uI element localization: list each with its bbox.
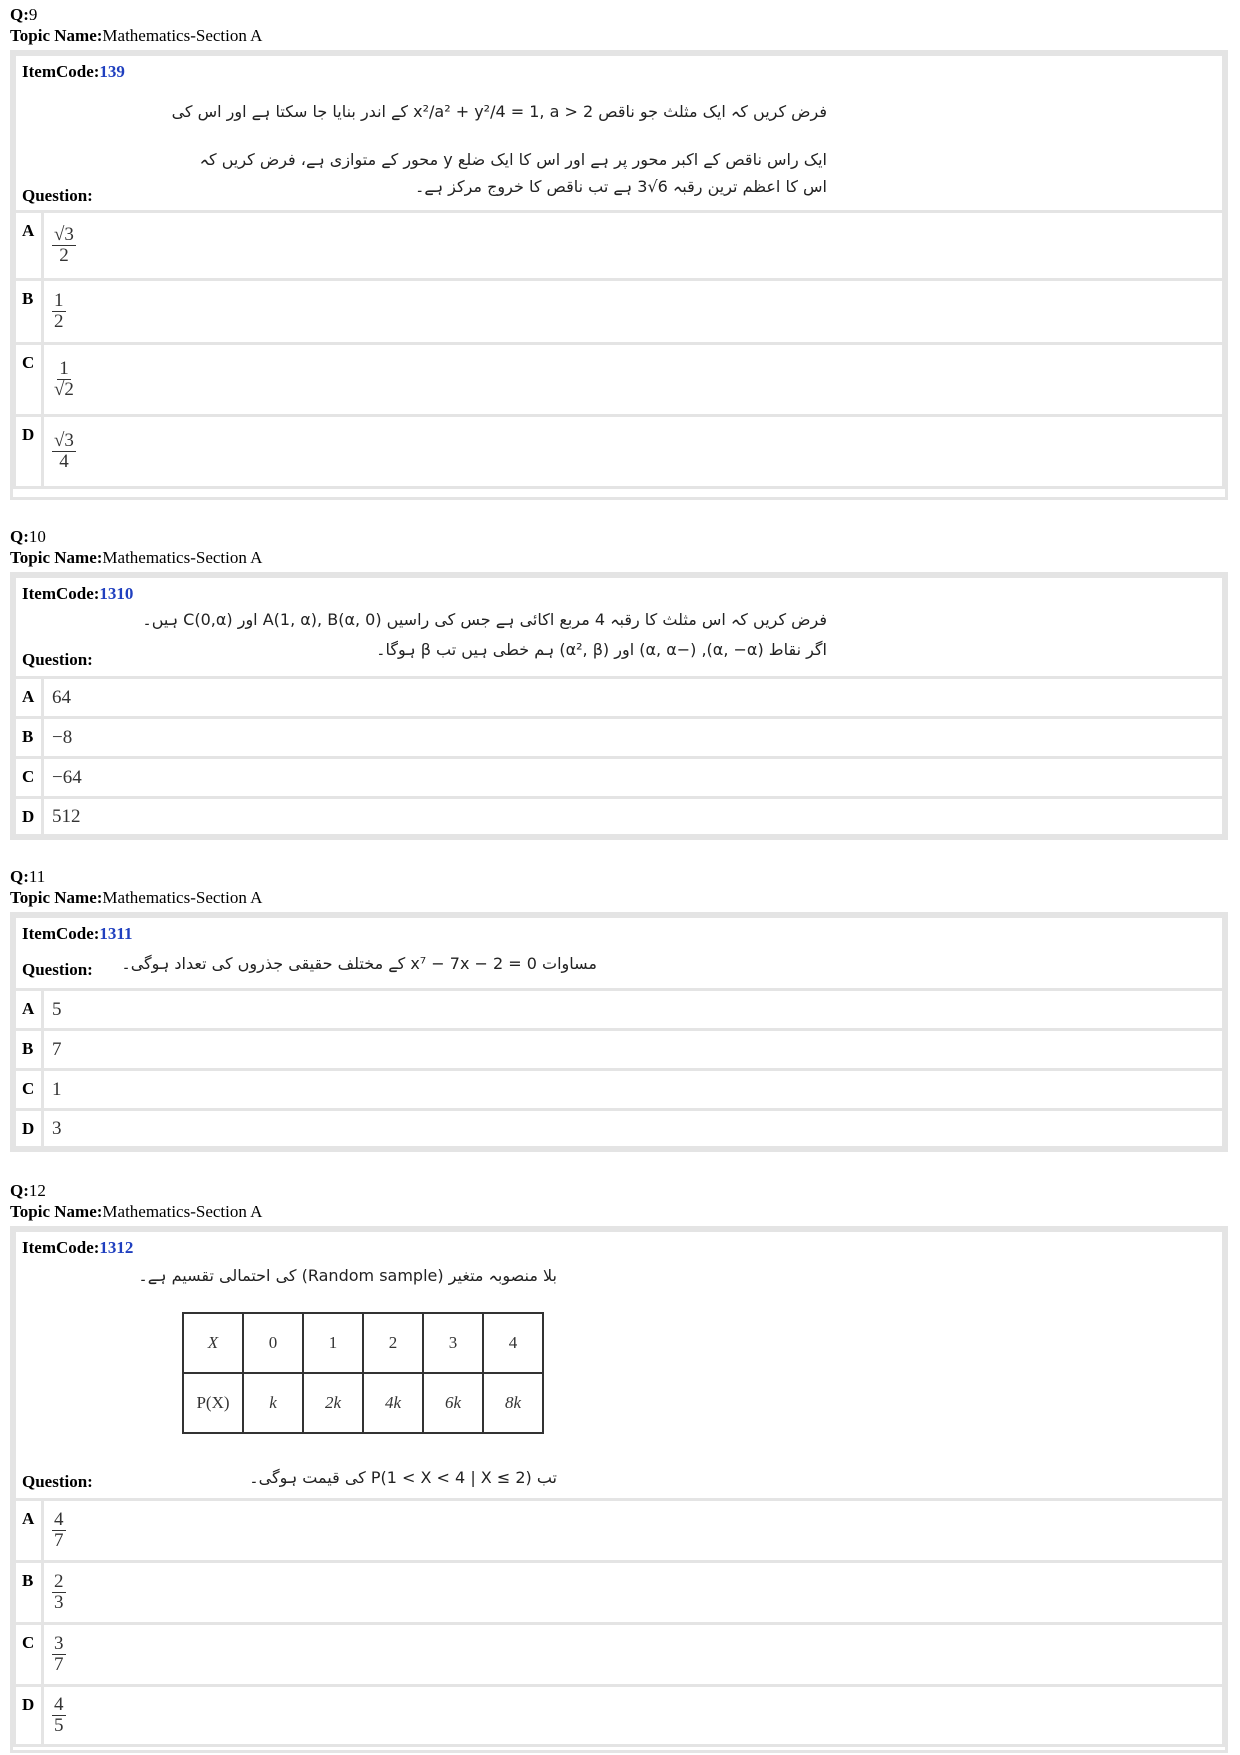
topic-label: Topic Name: [10,888,103,907]
topic-label: Topic Name: [10,1202,103,1221]
question-label: Question: [22,186,93,205]
option-letter: B [16,1563,44,1622]
item-code-value: 1311 [99,924,133,943]
option-a[interactable] [13,213,1225,281]
option-d[interactable] [13,1111,1225,1149]
q-number: 9 [28,5,38,24]
question-text-line-2: ایک راس ناقص کے اکبر محور پر ہے اور اس کا ایک ضلع y محور کے متوازی ہے، فرض کریں کہ [199,150,827,169]
table-cell: 6k [423,1373,483,1433]
option-c[interactable] [13,1625,1225,1687]
q-prefix: Q: [10,527,29,546]
item-code-label: ItemCode: [22,924,100,943]
option-letter: D [16,1687,44,1744]
q-number: 12 [28,1181,46,1200]
topic-name: Mathematics-Section A [102,1202,263,1221]
q-prefix: Q: [10,867,29,886]
option-denominator: 3 [54,1592,64,1613]
topic-name: Mathematics-Section A [102,26,263,45]
option-value: 512 [52,805,81,827]
table-cell: 8k [483,1373,543,1433]
item-code-value: 1310 [99,584,134,603]
table-cell: 3 [423,1313,483,1373]
item-code [22,924,132,944]
option-letter: D [16,417,44,486]
question-text-line-2: تب P(1 < X < 4 | X ≤ 2) کی قیمت ہوگی۔ [249,1468,557,1487]
q12-header [10,1180,262,1222]
q-number: 11 [28,867,46,886]
item-code-value: 1312 [99,1238,134,1257]
option-numerator: 1 [54,290,64,312]
q10-item-box [10,572,1228,840]
item-code [22,62,125,82]
question-cell [13,575,1225,679]
option-denominator: 4 [59,451,69,472]
table-cell: X [183,1313,243,1373]
option-numerator: √3 [54,430,74,452]
item-code-value: 139 [99,62,125,81]
option-a[interactable] [13,1501,1225,1563]
option-d[interactable] [13,417,1225,489]
question-cell [13,1229,1225,1501]
option-value: 64 [52,686,71,708]
table-cell: 4 [483,1313,543,1373]
topic-label: Topic Name: [10,26,103,45]
option-letter: C [16,1625,44,1684]
option-letter: C [16,345,44,414]
option-value: 5 [52,998,62,1020]
table-cell: k [243,1373,303,1433]
item-code-label: ItemCode: [22,1238,100,1257]
option-numerator: 1 [59,358,69,380]
topic-label: Topic Name: [10,548,103,567]
probability-table [182,1312,544,1434]
question-cell [13,915,1225,991]
option-letter: C [16,759,44,796]
table-cell: 2k [303,1373,363,1433]
option-c[interactable] [13,345,1225,417]
option-denominator: 5 [54,1715,64,1736]
topic-name: Mathematics-Section A [102,548,263,567]
option-b[interactable] [13,719,1225,759]
option-a[interactable] [13,679,1225,719]
option-c[interactable] [13,759,1225,799]
option-a[interactable] [13,991,1225,1031]
question-label: Question: [22,960,93,979]
option-value: 1 [52,1078,62,1100]
topic-name: Mathematics-Section A [102,888,263,907]
option-letter: D [16,799,44,834]
option-denominator: 7 [54,1530,64,1551]
table-cell: P(X) [183,1373,243,1433]
item-code-label: ItemCode: [22,62,100,81]
option-value: −64 [52,766,82,788]
question-text-line-1: بلا منصوبہ متغیر (Random sample) کی احتمالی تقسیم ہے۔ [138,1266,557,1285]
option-denominator: 7 [54,1654,64,1675]
question-text-line-2: اگر نقاط (α, −α), (−α, α) اور (α², β) ہم خطی ہیں تب β ہوگا۔ [376,640,827,659]
option-numerator: 2 [54,1571,64,1593]
option-b[interactable] [13,1031,1225,1071]
option-letter: C [16,1071,44,1108]
option-letter: A [16,679,44,716]
option-b[interactable] [13,1563,1225,1625]
option-numerator: 4 [54,1694,64,1716]
question-cell [13,53,1225,213]
item-code-label: ItemCode: [22,584,100,603]
item-code [22,1238,133,1258]
table-cell: 1 [303,1313,363,1373]
option-d[interactable] [13,799,1225,837]
option-value: 7 [52,1038,62,1060]
option-letter: B [16,1031,44,1068]
q9-header [10,4,262,46]
q-prefix: Q: [10,5,29,24]
table-cell: 4k [363,1373,423,1433]
option-value: 3 [52,1117,62,1139]
question-label: Question: [22,650,93,669]
option-value: −8 [52,726,73,748]
table-cell: 2 [363,1313,423,1373]
question-text-line-1: فرض کریں کہ اس مثلث کا رقبہ 4 مربع اکائی ہے جس کی راسیں A(1, α), B(α, 0) اور C(0,α) ہیں۔ [142,610,827,629]
q12-item-box [10,1226,1228,1753]
question-text-line-3: اس کا اعظم ترین رقبہ 6√3 ہے تب ناقص کا خروج مرکز ہے۔ [414,177,827,196]
table-cell: 0 [243,1313,303,1373]
option-letter: A [16,1501,44,1560]
option-d[interactable] [13,1687,1225,1747]
option-numerator: 3 [54,1633,64,1655]
q-prefix: Q: [10,1181,29,1200]
question-label: Question: [22,1472,93,1491]
option-letter: A [16,213,44,278]
question-text-line-1: مساوات x⁷ − 7x − 2 = 0 کے مختلف حقیقی جذروں کی تعداد ہوگی۔ [121,954,597,973]
q-number: 10 [28,527,46,546]
q9-item-box [10,50,1228,500]
option-numerator: √3 [54,224,74,246]
option-letter: B [16,281,44,342]
option-numerator: 4 [54,1509,64,1531]
option-c[interactable] [13,1071,1225,1111]
q10-header [10,526,262,568]
option-b[interactable] [13,281,1225,345]
q11-header [10,866,262,908]
item-code [22,584,133,604]
option-letter: A [16,991,44,1028]
option-letter: D [16,1111,44,1146]
option-denominator: √2 [54,379,74,400]
option-denominator: 2 [54,311,64,332]
q11-item-box [10,912,1228,1152]
option-letter: B [16,719,44,756]
question-text-line-1: فرض کریں کہ ایک مثلث جو ناقص x²/a² + y²/4 = 1, a > 2 کے اندر بنایا جا سکتا ہے اور اس کی [171,102,827,121]
option-denominator: 2 [59,245,69,266]
